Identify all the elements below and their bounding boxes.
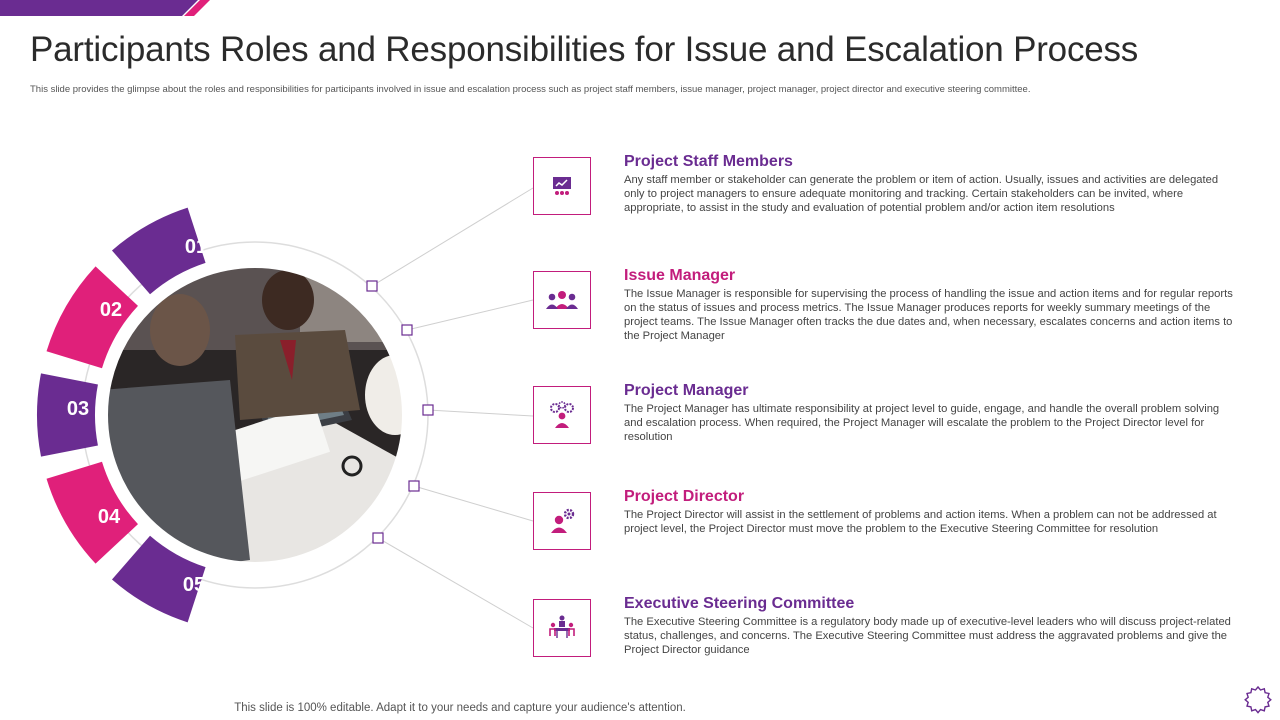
role-title: Project Staff Members	[624, 153, 793, 170]
segment-number: 03	[66, 398, 90, 420]
segment-number: 01	[184, 236, 208, 258]
role-description: The Project Director will assist in the settlement of problems and action items. When a problem can not be addressed at project level, the Project Director must move the problem to the Executive Steering Committee for resolution	[624, 509, 1217, 535]
process-wheel	[0, 130, 500, 670]
meeting-icon	[533, 599, 591, 657]
role-item	[533, 595, 1253, 661]
role-item	[533, 382, 1253, 448]
footer-note: This slide is 100% editable. Adapt it to your needs and capture your audience's attention.	[234, 702, 686, 714]
segment-number: 05	[182, 574, 206, 596]
role-title: Project Manager	[624, 382, 749, 399]
team-icon	[533, 271, 591, 329]
role-description: Any staff member or stakeholder can generate the problem or item of action. Usually, issues and activities are delegated only to project managers to ensure adequate monitoring and tracking. Certain stakeholders can be invited, where appropriate, to assist in the study and evaluation of potential problem and/or action item resolutions	[624, 174, 1219, 214]
presentation-icon	[533, 157, 591, 215]
segment-number: 02	[99, 299, 123, 321]
role-description: The Issue Manager is responsible for supervising the process of handling the issue and action items and for regular reports on the status of issues and process metrics. The Issue Manager produces reports for weekly summary meetings of the project teams. The Issue Manager often tracks the due dates and, when necessary, escalates concerns and action items to the Project Manager	[624, 288, 1233, 342]
role-title: Project Director	[624, 488, 745, 505]
manager-gears-icon	[533, 386, 591, 444]
role-item	[533, 488, 1253, 554]
segment-number: 04	[97, 506, 121, 528]
top-accent-bar	[0, 0, 1280, 20]
page-title: Participants Roles and Responsibilities for Issue and Escalation Process	[30, 30, 1139, 69]
business-meeting-photo	[97, 260, 425, 580]
page-subtitle: This slide provides the glimpse about the roles and responsibilities for participants involved in issue and escalation process such as project staff members, issue manager, project manager, project director and executive steering committee.	[30, 84, 1031, 95]
role-description: The Executive Steering Committee is a regulatory body made up of executive-level leaders who will discuss project-related status, challenges, and concerns. The Executive Steering Committee must address the aggravated problems and give the Project Director guidance	[624, 616, 1231, 656]
role-title: Issue Manager	[624, 267, 736, 284]
gear-outline-icon	[1242, 684, 1274, 716]
role-item	[533, 267, 1253, 342]
role-item	[533, 153, 1253, 219]
role-description: The Project Manager has ultimate responsibility at project level to guide, engage, and handle the overall problem solving and escalation process. When required, the Project Manager will escalate the problem to the Project Director level for resolution	[624, 403, 1220, 443]
director-gear-icon	[533, 492, 591, 550]
role-title: Executive Steering Committee	[624, 595, 855, 612]
